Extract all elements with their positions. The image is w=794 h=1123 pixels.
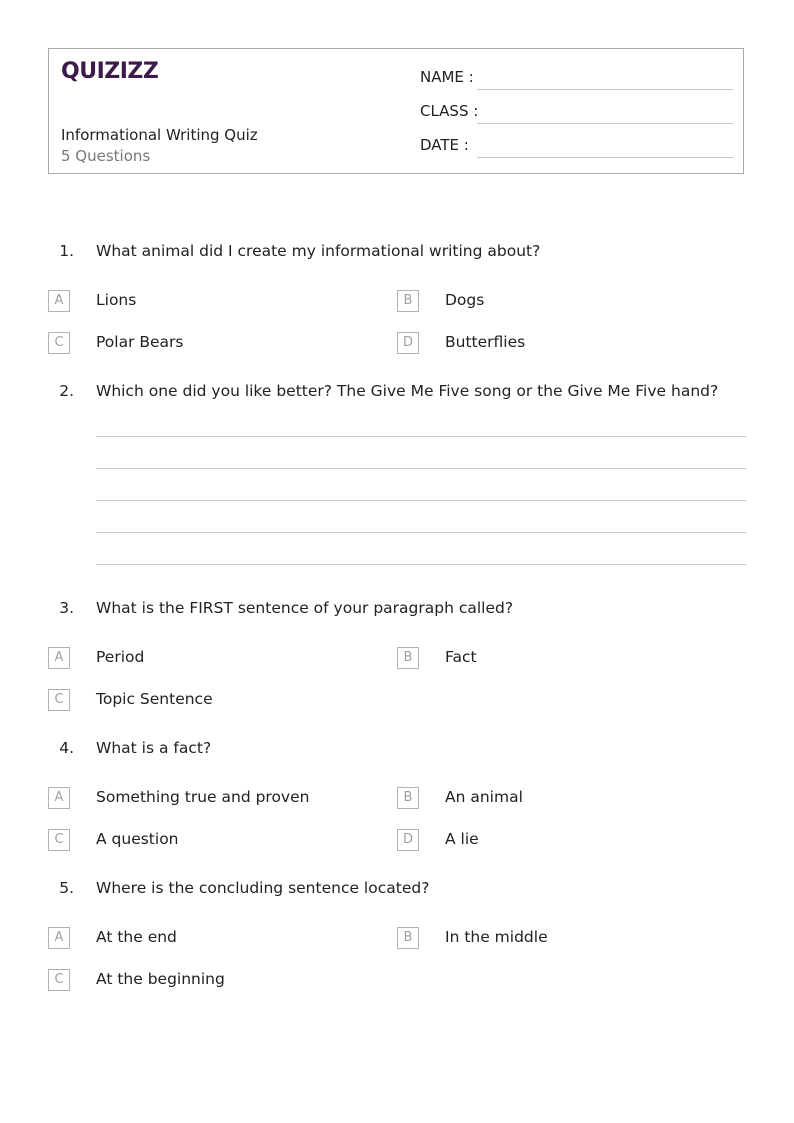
- option-box[interactable]: C: [48, 332, 70, 354]
- option-text: Something true and proven: [96, 788, 310, 806]
- question-text: What animal did I create my informational writing about?: [96, 242, 541, 260]
- option-box[interactable]: B: [397, 290, 419, 312]
- name-label: NAME :: [420, 68, 474, 86]
- worksheet-header: [48, 48, 744, 174]
- option-box[interactable]: C: [48, 969, 70, 991]
- question-number: 4.: [59, 739, 74, 757]
- question-text: What is a fact?: [96, 739, 212, 757]
- question-text: What is the FIRST sentence of your paragraph called?: [96, 599, 514, 617]
- option-text: A question: [96, 830, 179, 848]
- option-text: Polar Bears: [96, 333, 184, 351]
- option-text: Period: [96, 648, 145, 666]
- option-box[interactable]: A: [48, 647, 70, 669]
- quiz-title: Informational Writing Quiz: [61, 126, 258, 144]
- option-text: Topic Sentence: [96, 690, 213, 708]
- question-number: 5.: [59, 879, 74, 897]
- option-text: Dogs: [445, 291, 485, 309]
- answer-line[interactable]: [96, 500, 746, 501]
- option-text: Lions: [96, 291, 137, 309]
- date-field[interactable]: [477, 157, 733, 158]
- question-text: Where is the concluding sentence located?: [96, 879, 430, 897]
- option-text: Butterflies: [445, 333, 526, 351]
- question-number: 2.: [59, 382, 74, 400]
- option-box[interactable]: D: [397, 332, 419, 354]
- class-field[interactable]: [477, 123, 733, 124]
- class-label: CLASS :: [420, 102, 479, 120]
- answer-line[interactable]: [96, 468, 746, 469]
- option-box[interactable]: B: [397, 647, 419, 669]
- option-box[interactable]: D: [397, 829, 419, 851]
- answer-line[interactable]: [96, 564, 746, 565]
- option-text: In the middle: [445, 928, 548, 946]
- name-field[interactable]: [477, 89, 733, 90]
- answer-line[interactable]: [96, 532, 746, 533]
- option-box[interactable]: C: [48, 689, 70, 711]
- option-text: An animal: [445, 788, 523, 806]
- option-box[interactable]: A: [48, 787, 70, 809]
- option-box[interactable]: A: [48, 927, 70, 949]
- question-count: 5 Questions: [61, 147, 151, 165]
- option-box[interactable]: A: [48, 290, 70, 312]
- option-text: At the end: [96, 928, 177, 946]
- option-text: A lie: [445, 830, 479, 848]
- question-text: Which one did you like better? The Give Me Five song or the Give Me Five hand?: [96, 382, 719, 400]
- question-number: 3.: [59, 599, 74, 617]
- question-number: 1.: [59, 242, 74, 260]
- option-box[interactable]: C: [48, 829, 70, 851]
- option-text: At the beginning: [96, 970, 225, 988]
- date-label: DATE :: [420, 136, 469, 154]
- option-box[interactable]: B: [397, 787, 419, 809]
- quizizz-logo: QUIZIZZ: [61, 59, 159, 84]
- option-box[interactable]: B: [397, 927, 419, 949]
- answer-line[interactable]: [96, 436, 746, 437]
- option-text: Fact: [445, 648, 477, 666]
